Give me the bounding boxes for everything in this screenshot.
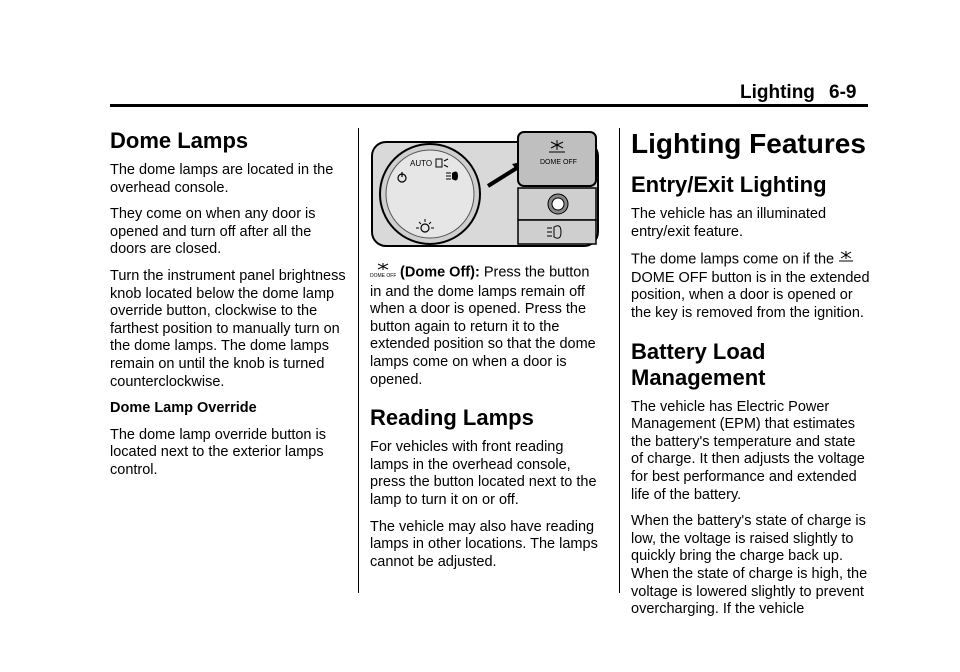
paragraph: The vehicle may also have reading lamps in other locations. The lamps cannot be adjusted. (370, 518, 598, 570)
column-divider-left (358, 128, 359, 593)
dome-off-icon (370, 262, 396, 284)
paragraph: When the battery's state of charge is low, the voltage is raised slightly to quickly bring the charge back up. When the state of charge is high, the voltage is lowered slightly to prevent overcharging. If the vehicle (631, 513, 868, 618)
column-1 (110, 128, 348, 489)
column-divider-right (619, 128, 620, 593)
instrument-dimmer-icon (548, 194, 568, 214)
headlamp-control-illustration (370, 128, 600, 248)
section-title: Lighting (740, 82, 815, 103)
dome-off-description (370, 262, 602, 389)
paragraph: The vehicle has Electric Power Management (EPM) that estimates the battery's temperature and state of charge. It then adjusts the voltage for best performance and extended life of the battery. (631, 398, 865, 503)
paragraph (631, 250, 871, 322)
entry-text-start: The dome lamps come on if the (631, 251, 835, 268)
entry-text-end: DOME OFF button is in the extended position, when a door is opened or the key is removed from the ignition. (631, 269, 870, 321)
paragraph: The vehicle has an illuminated entry/exit feature. (631, 206, 827, 240)
battery-load-heading: Battery Load Management (631, 338, 766, 390)
paragraph: The dome lamp override button is located next to the exterior lamps control. (110, 426, 326, 478)
entry-exit-heading: Entry/Exit Lighting (631, 172, 827, 197)
paragraph: The dome lamps are located in the overhead console. (110, 162, 334, 196)
dome-lamp-icon (838, 250, 854, 270)
paragraph: They come on when any door is opened and turn off after all the doors are closed. (110, 206, 316, 258)
column-3 (631, 128, 871, 628)
svg-text:DOME OFF: DOME OFF (370, 273, 396, 278)
dome-off-term: (Dome Off): (400, 264, 480, 281)
dome-lamp-override-subheading: Dome Lamp Override (110, 400, 257, 417)
paragraph: Turn the instrument panel brightness knob located below the dome lamp override button, clockwise to the farthest position to manually turn on the dome lamps. The dome lamps remain on until the knob is turned counterclockwise. (110, 267, 346, 390)
auto-label: AUTO (410, 159, 433, 168)
header-rule (110, 104, 868, 107)
control-panel-drawing (370, 128, 600, 248)
lighting-features-heading: Lighting Features (631, 128, 866, 159)
dome-lamps-heading: Dome Lamps (110, 128, 249, 153)
reading-lamps-heading: Reading Lamps (370, 405, 534, 431)
column-2 (370, 128, 602, 580)
page-number: 6-9 (829, 82, 857, 103)
dome-off-label: DOME OFF (540, 159, 577, 166)
dome-off-text: Press the button in and the dome lamps remain off when a door is opened. Press the button again to return it to the extended position so that the dome lamps come on when a door is opened. (370, 264, 596, 388)
fog-lamp-button[interactable] (518, 220, 596, 244)
paragraph: For vehicles with front reading lamps in the overhead console, press the button located next to the lamp to turn it on or off. (370, 439, 597, 508)
